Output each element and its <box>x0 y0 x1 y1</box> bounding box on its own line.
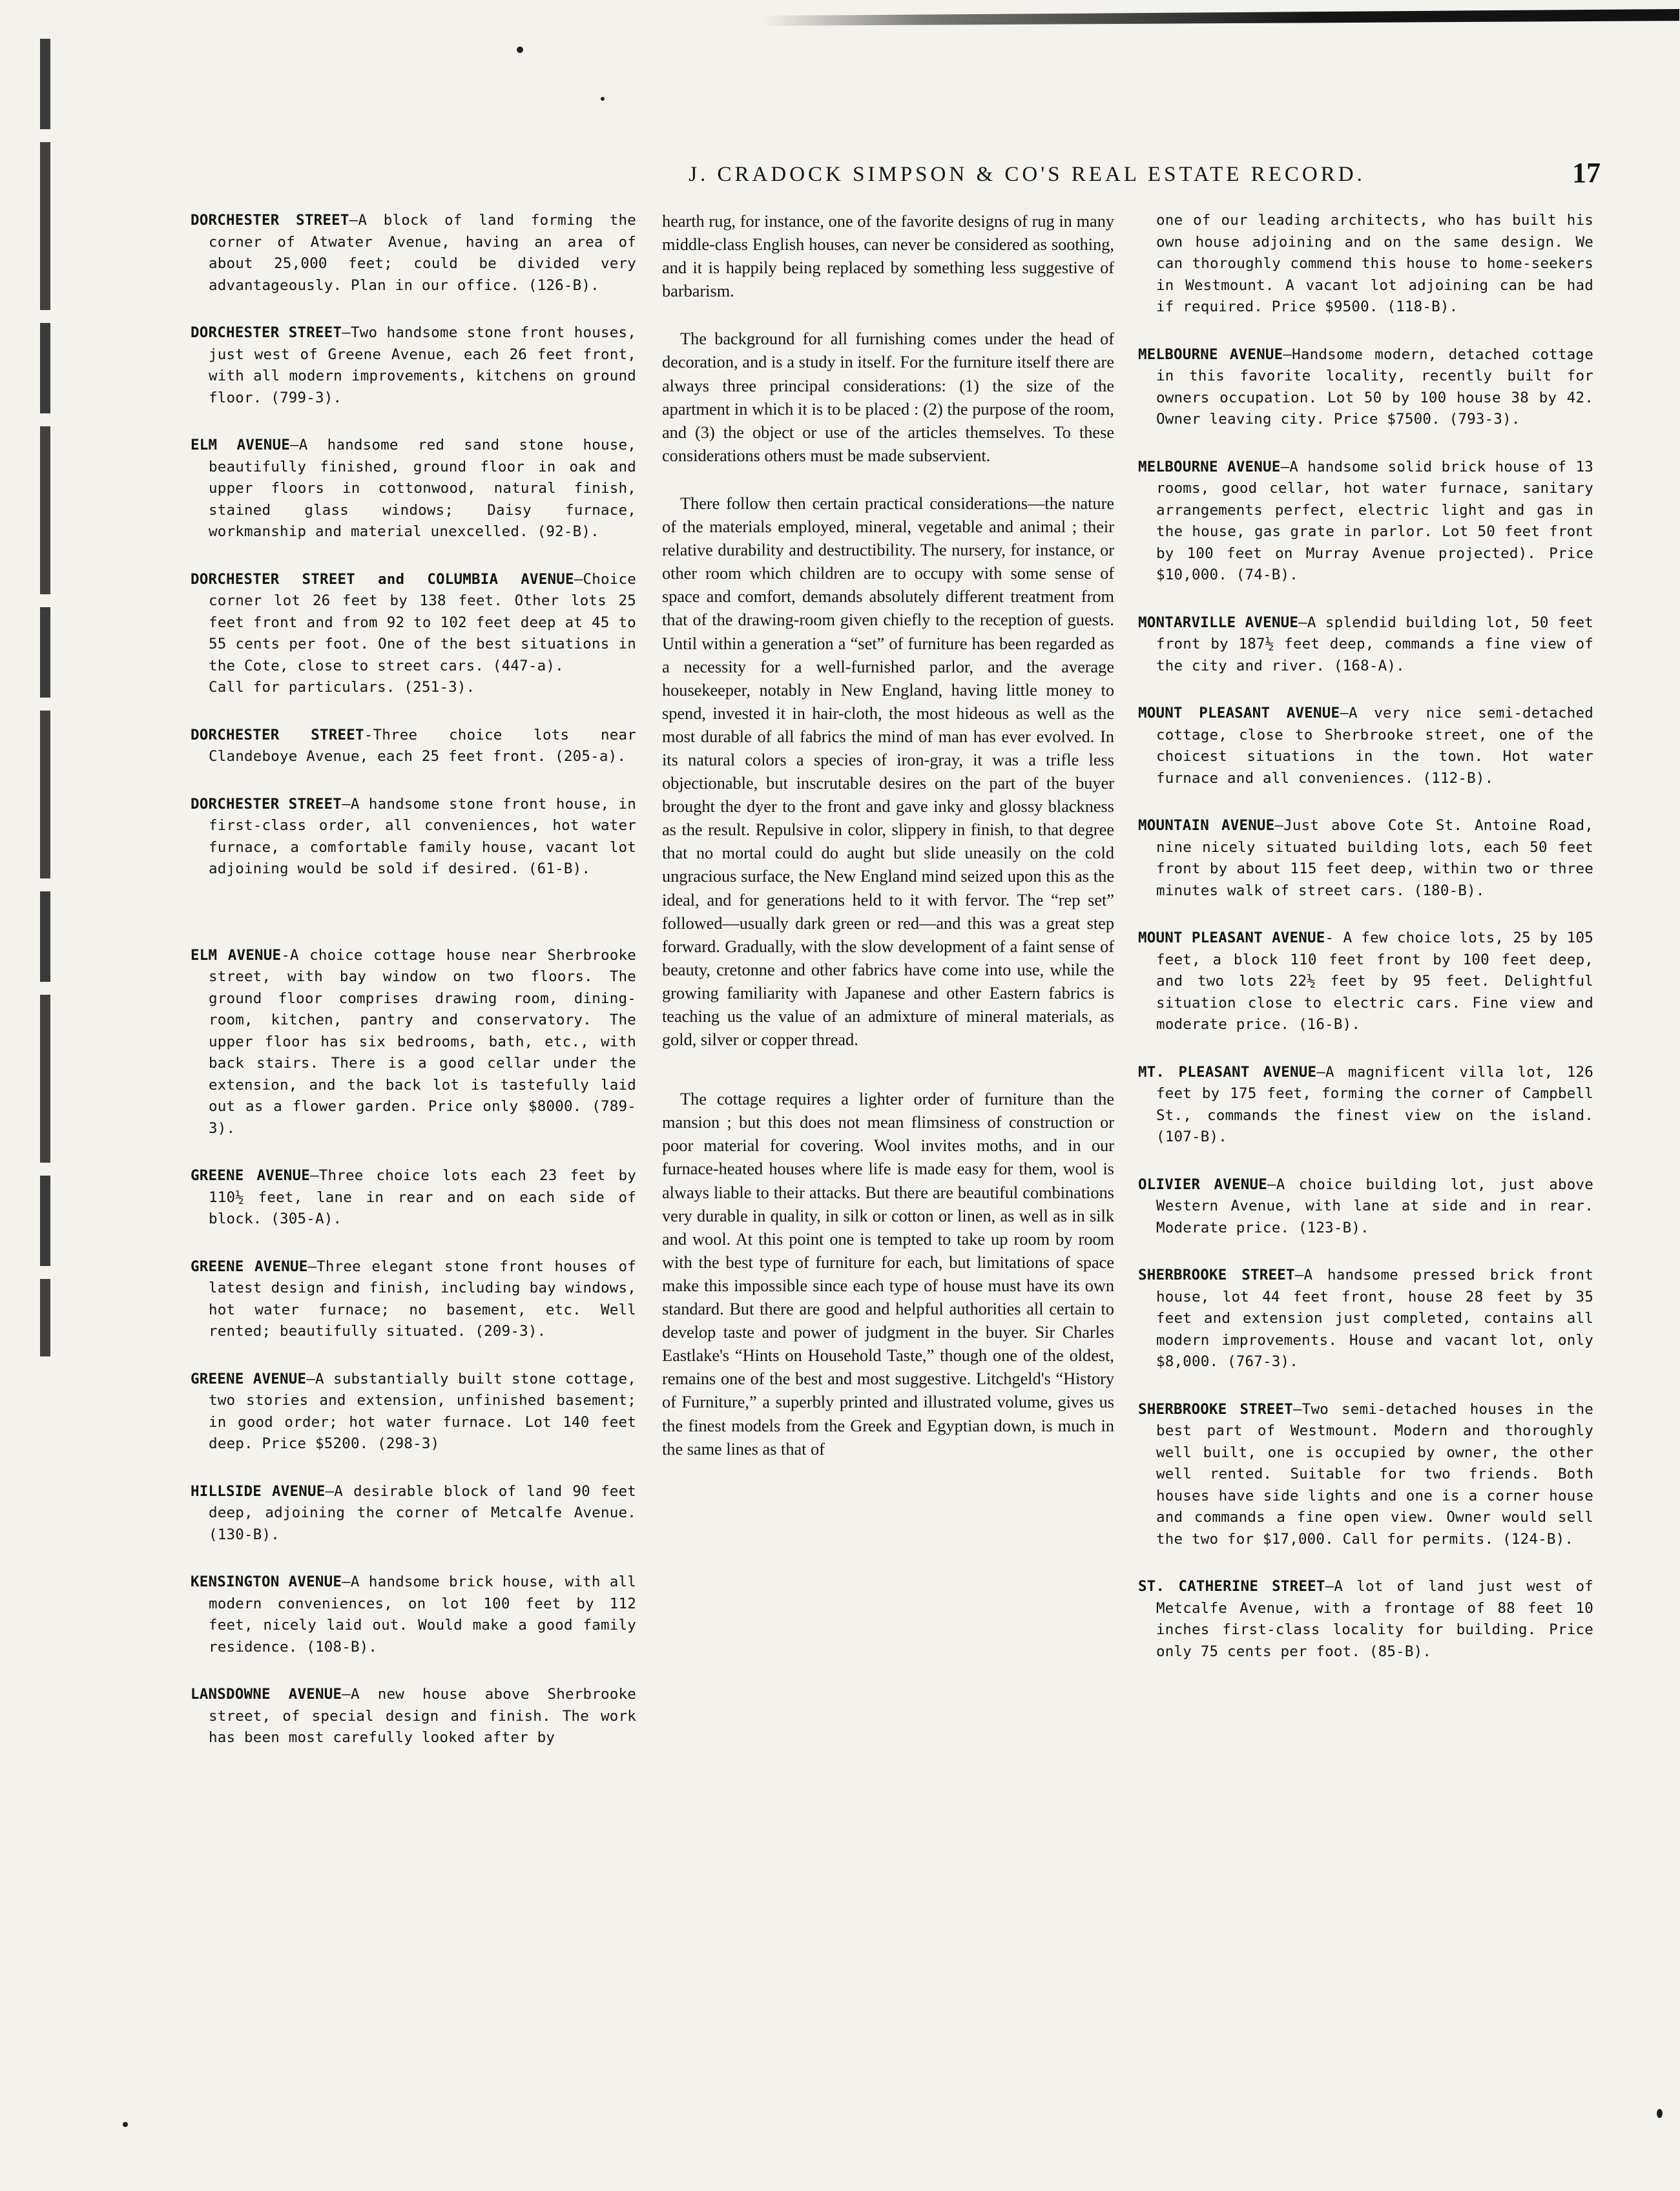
listing-street: KENSINGTON AVENUE <box>191 1573 342 1590</box>
listing <box>191 210 636 296</box>
listing-text: —A lot of land just west of Metcalfe Avenue, with a frontage of 88 feet 10 inches first-class locality for building. Price only 75 cents per foot. (85-B). <box>1156 1578 1593 1660</box>
listing <box>1138 344 1593 431</box>
listing <box>191 1256 636 1343</box>
top-scan-rule <box>762 9 1679 26</box>
listing-text: -Three choice lots near Clandeboye Avenue, each 25 feet front. (205-a). <box>209 726 636 765</box>
scan-speck <box>123 2122 128 2127</box>
article-paragraph: There follow then certain practical considerations—the nature of the materials employed, mineral, vegetable and animal ; their relative durability and destructibility. The nursery, for instance, or other room which children are to occupy with some sense of space and comfort, demands absolutely different treatment from that of the drawing-room given chiefly to the reception of guests. Until within a generation a “set” of furniture has been regarded as a necessity for a well-furnished parlor, and the average housekeeper, notably in New England, having little money to spend, invested it in hair-cloth, the most hideous as well as the most durable of all fabrics the mind of man has ever evolved. In its natural colors a species of iron-gray, it was a trifle less objectionable, but inscrutable desires on the part of the buyer brought the dyer to the front and gave inky and glossy blackness as the result. Repulsive in color, slippery in finish, to that degree that no mortal could do aught but slide uneasily on the cold ungracious surface, the New England mind seized upon this as the ideal, and for generations held to it with fervor. The “rep set” followed—usually dark green or red—and this was a great step forward. Gradually, with the slow development of a faint sense of beauty, cretonne and other fabrics have come into use, while the growing familiarity with Japanese and other Eastern fabrics is teaching us the value of an admixture of mineral materials, as gold, silver or copper thread. <box>662 493 1114 1050</box>
listing-street: MOUNT PLEASANT AVENUE <box>1138 929 1325 946</box>
listing <box>191 945 636 1140</box>
listing <box>1138 928 1593 1036</box>
listing-text: —A handsome brick house, with all modern conveniences, on lot 100 feet by 112 feet, nicely laid out. Would make a good family residence. (108-B). <box>209 1573 636 1656</box>
listing <box>1138 1576 1593 1663</box>
listing <box>191 1369 636 1455</box>
listing-street: MONTARVILLE AVENUE <box>1138 614 1299 631</box>
scan-speck <box>517 47 523 53</box>
listing <box>191 569 636 699</box>
listing-text: -A choice cottage house near Sherbrooke street, with bay window on two floors. The ground floor comprises drawing room, dining-room, kitchen, pantry and conservatory. The upper floor has six bedrooms, bath, etc., with back stairs. There is a good cellar under the extension, and the back lot is tastefully laid out as a flower garden. Price only $8000. (789-3). <box>209 946 636 1137</box>
binding-edge <box>40 39 50 1356</box>
listing <box>1138 1174 1593 1240</box>
listing <box>191 725 636 768</box>
listing-text: —A magnificent villa lot, 126 feet by 175 feet, forming the corner of Campbell St., commands the finest view on the island. (107-B). <box>1156 1063 1593 1145</box>
scan-speck <box>1657 2109 1663 2118</box>
listing-text: —Choice corner lot 26 feet by 138 feet. Other lots 25 feet front and from 92 to 102 feet deep at 45 to 55 cents per foot. One of the best situations in the Cote, close to street cars. (447-a). Call for particulars. (251-3). <box>209 570 636 696</box>
listing-street: MT. PLEASANT AVENUE <box>1138 1063 1317 1081</box>
listing-street: GREENE AVENUE <box>191 1258 308 1275</box>
listing-text: —A handsome stone front house, in first-class order, all conveniences, hot water furnace, a comfortable family house, vacant lot adjoining would be sold if desired. (61-B). <box>209 795 636 877</box>
listing-text: one of our leading architects, who has built his own house adjoining and on the same design. We can thoroughly commend this house to home-seekers in Westmount. A vacant lot adjoining can be had if required. Price $9500. (118-B). <box>1156 212 1593 315</box>
column-2-article <box>662 210 1114 2174</box>
listing-street: GREENE AVENUE <box>191 1167 310 1184</box>
listing <box>191 794 636 880</box>
listing-text: —A new house above Sherbrooke street, of special design and finish. The work has been most carefully looked after by <box>209 1686 636 1746</box>
listing <box>1138 1265 1593 1373</box>
listing <box>1138 210 1593 318</box>
listing <box>191 1684 636 1749</box>
listing-text: —Two handsome stone front houses, just west of Greene Avenue, each 26 feet front, with all modern improvements, kitchens on ground floor. (799-3). <box>209 324 636 406</box>
listing-text: —A very nice semi-detached cottage, close to Sherbrooke street, one of the choicest situations in the town. Hot water furnace and all conveniences. (112-B). <box>1156 705 1593 787</box>
listing <box>191 1481 636 1546</box>
page-header: J. CRADOCK SIMPSON & CO'S REAL ESTATE RECORD. <box>689 163 1365 186</box>
listing-street: HILLSIDE AVENUE <box>191 1482 326 1500</box>
listing-text: —Three choice lots each 23 feet by 110½ feet, lane in rear and on each side of block. (305-A). <box>209 1167 636 1227</box>
listing-street: DORCHESTER STREET <box>191 726 364 743</box>
listing-street: DORCHESTER STREET <box>191 212 349 229</box>
column-3 <box>1138 210 1593 2174</box>
listing-street: SHERBROOKE STREET <box>1138 1267 1295 1283</box>
listing-text: —A handsome pressed brick front house, lot 44 feet front, house 28 feet by 35 feet and extension just completed, contains all modern improvements. House and vacant lot, only $8,000. (767-3). <box>1156 1267 1593 1370</box>
listing-text: —A splendid building lot, 50 feet front by 187½ feet deep, commands a fine view of the city and river. (168-A). <box>1156 614 1593 674</box>
listing <box>191 1572 636 1658</box>
listing <box>1138 612 1593 678</box>
listing-text: —Three elegant stone front houses of latest design and finish, including bay windows, hot water furnace; no basement, etc. Well rented; beautifully situated. (209-3). <box>209 1258 636 1340</box>
listing-street: OLIVIER AVENUE <box>1138 1176 1267 1193</box>
article-paragraph: The cottage requires a lighter order of furniture than the mansion ; but this does not mean flimsiness of construction or poor material for covering. Wool invites moths, and in our furnace-heated houses where life is made easy for them, wool is always liable to their attacks. But there are beautiful combinations very durable in quality, in silk or cotton or linen, as well as in silk and wool. At this point one is tempted to take up room by room with the best type of furniture for each, but limitations of space make this impossible since each type of house must have its own standard. But there are good and helpful authorities all certain to develop taste and power of judgment in the buyer. Sir Charles Eastlake's “Hints on Household Taste,” though one of the oldest, remains one of the best and most suggestive. Litchgeld's “History of Furniture,” a superbly printed and illustrated volume, gives us the finest models from the Greek and Egyptian down, is much in the same lines as that of <box>662 1090 1114 1459</box>
article-paragraph: The background for all furnishing comes under the head of decoration, and is a study in itself. For the furniture itself there are always three principal considerations: (1) the size of the apartment in which it is to be placed : (2) the purpose of the room, and (3) the object or use of the articles themselves. To these considerations others must be made subservient. <box>662 329 1114 465</box>
listing <box>191 322 636 409</box>
listing-text: - A few choice lots, 25 by 105 feet, a block 110 feet front by 100 feet deep, and two lots 22½ feet by 95 feet. Delightful situation close to electric cars. Fine view and moderate price. (16-B). <box>1156 929 1593 1033</box>
listing-street: DORCHESTER STREET <box>191 324 342 341</box>
listing <box>191 1165 636 1230</box>
listing-street: MELBOURNE AVENUE <box>1138 346 1283 363</box>
listing-street: GREENE AVENUE <box>191 1370 307 1387</box>
article-paragraph: hearth rug, for instance, one of the favorite designs of rug in many middle-class English houses, can never be considered as soothing, and it is happily being replaced by something less suggestive of barbarism. <box>662 212 1114 301</box>
listing-text: —A handsome solid brick house of 13 rooms, good cellar, hot water furnace, sanitary arrangements perfect, electric light and gas in the house, gas grate in parlor. Lot 50 feet front by 100 feet on Murray Avenue projected). Price $10,000. (74-B). <box>1156 458 1593 583</box>
listing-street: SHERBROOKE STREET <box>1138 1400 1293 1418</box>
listing-street: DORCHESTER STREET <box>191 795 342 813</box>
listing-text: —A desirable block of land 90 feet deep, adjoining the corner of Metcalfe Avenue. (130-B). <box>209 1482 636 1543</box>
listing-street: ELM AVENUE <box>191 946 282 964</box>
column-1 <box>191 210 636 2174</box>
listing-street: MOUNTAIN AVENUE <box>1138 817 1275 834</box>
listing <box>1138 703 1593 789</box>
listing <box>191 435 636 543</box>
listing <box>1138 457 1593 587</box>
listing-street: LANSDOWNE AVENUE <box>191 1686 342 1703</box>
listing-text: —A choice building lot, just above Western Avenue, with lane at side and in rear. Moderate price. (123-B). <box>1156 1176 1593 1236</box>
listing <box>1138 815 1593 902</box>
listing-text: —A handsome red sand stone house, beautifully finished, ground floor in oak and upper floors in cottonwood, natural finish, stained glass windows; Daisy furnace, workmanship and material unexcelled. (92-B). <box>209 437 636 540</box>
listing-street: ST. CATHERINE STREET <box>1138 1578 1325 1595</box>
listing <box>1138 1062 1593 1148</box>
listing-text: —Two semi-detached houses in the best part of Westmount. Modern and thoroughly well built, one is occupied by owner, the other well rented. Suitable for two friends. Both houses have side lights and one is a corner house and commands a fine open view. Owner would sell the two for $17,000. Call for permits. (124-B). <box>1156 1400 1593 1548</box>
listing-street: MOUNT PLEASANT AVENUE <box>1138 705 1340 722</box>
listing-text: —A substantially built stone cottage, two stories and extension, unfinished basement; in good order; hot water furnace. Lot 140 feet deep. Price $5200. (298-3) <box>209 1370 636 1452</box>
listing-text: —A block of land forming the corner of Atwater Avenue, having an area of about 25,000 feet; could be divided very advantageously. Plan in our office. (126-B). <box>209 212 636 294</box>
listing-text: —Just above Cote St. Antoine Road, nine nicely situated building lots, each 50 feet front by about 115 feet deep, within two or three minutes walk of street cars. (180-B). <box>1156 817 1593 899</box>
scan-speck <box>601 97 605 101</box>
listing-street: MELBOURNE AVENUE <box>1138 458 1281 475</box>
listing-street: DORCHESTER STREET and COLUMBIA AVENUE <box>191 570 574 588</box>
listing-text: —Handsome modern, detached cottage in this favorite locality, recently built for owners occupation. Lot 50 by 100 house 38 by 42. Owner leaving city. Price $7500. (793-3). <box>1156 346 1593 428</box>
page-number: 17 <box>1572 157 1601 189</box>
listing-street: ELM AVENUE <box>191 437 290 453</box>
listing <box>1138 1399 1593 1551</box>
